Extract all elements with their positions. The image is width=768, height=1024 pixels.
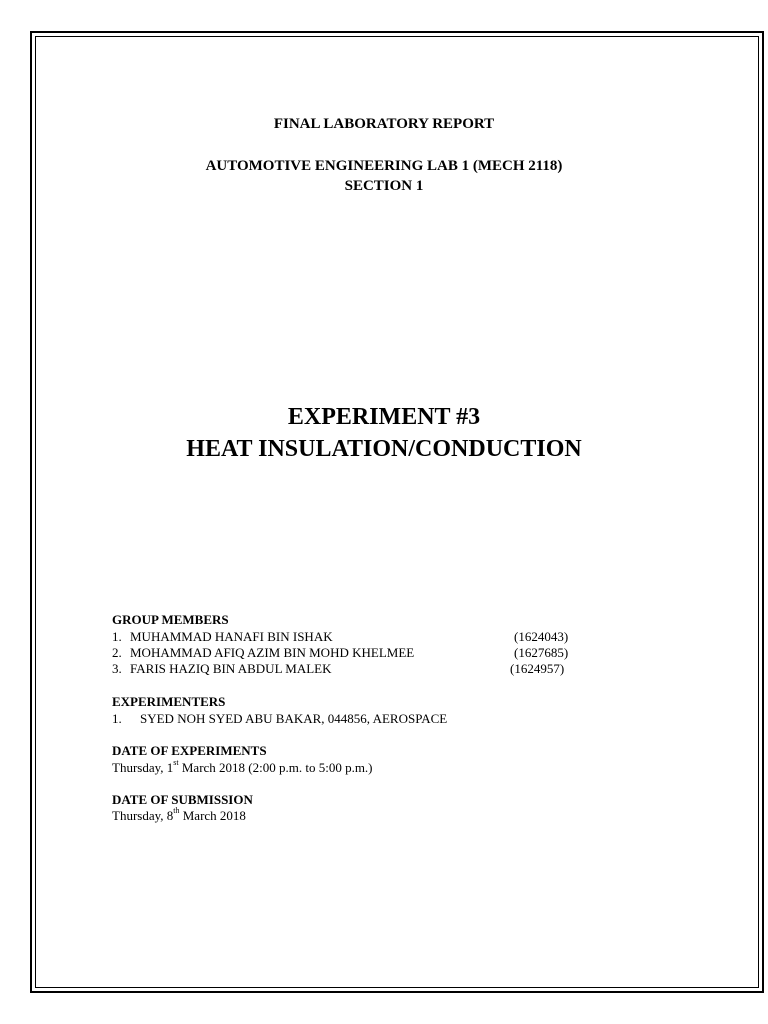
date-submission-day: Thursday, 8 <box>112 808 174 823</box>
date-experiments-rest: March 2018 (2:00 p.m. to 5:00 p.m.) <box>178 760 373 775</box>
experiment-number: EXPERIMENT #3 <box>287 404 481 430</box>
member-row <box>112 629 333 645</box>
experimenter-text: SYED NOH SYED ABU BAKAR, 044856, AEROSPACE <box>140 711 448 726</box>
member-index: 2. <box>112 645 122 660</box>
experiment-title: HEAT INSULATION/CONDUCTION <box>186 436 582 462</box>
member-id: (1624957) <box>510 661 565 676</box>
member-row <box>112 645 414 661</box>
member-name: FARIS HAZIQ BIN ABDUL MALEK <box>130 661 332 676</box>
experimenters-heading: EXPERIMENTERS <box>112 694 226 709</box>
member-id: (1624043) <box>514 629 569 644</box>
member-name: MOHAMMAD AFIQ AZIM BIN MOHD KHELMEE <box>130 645 415 660</box>
date-submission-ordinal: th <box>173 806 180 815</box>
member-name: MUHAMMAD HANAFI BIN ISHAK <box>130 629 333 644</box>
member-index: 3. <box>112 661 122 676</box>
section-label: SECTION 1 <box>344 178 424 194</box>
date-submission-rest: March 2018 <box>179 808 246 823</box>
experimenter-index: 1. <box>112 711 122 726</box>
member-row <box>112 661 332 677</box>
date-experiments-ordinal: st <box>173 758 179 767</box>
date-submission-heading: DATE OF SUBMISSION <box>112 792 253 807</box>
experimenter-row <box>112 711 447 727</box>
group-members-heading: GROUP MEMBERS <box>112 612 229 627</box>
date-submission-value <box>112 808 246 824</box>
date-experiments-heading: DATE OF EXPERIMENTS <box>112 743 267 758</box>
member-index: 1. <box>112 629 122 644</box>
date-experiments-day: Thursday, 1 <box>112 760 174 775</box>
report-title: FINAL LABORATORY REPORT <box>273 116 495 132</box>
member-id: (1627685) <box>514 645 569 660</box>
course-title: AUTOMOTIVE ENGINEERING LAB 1 (MECH 2118) <box>205 158 563 174</box>
date-experiments-value <box>112 760 373 776</box>
